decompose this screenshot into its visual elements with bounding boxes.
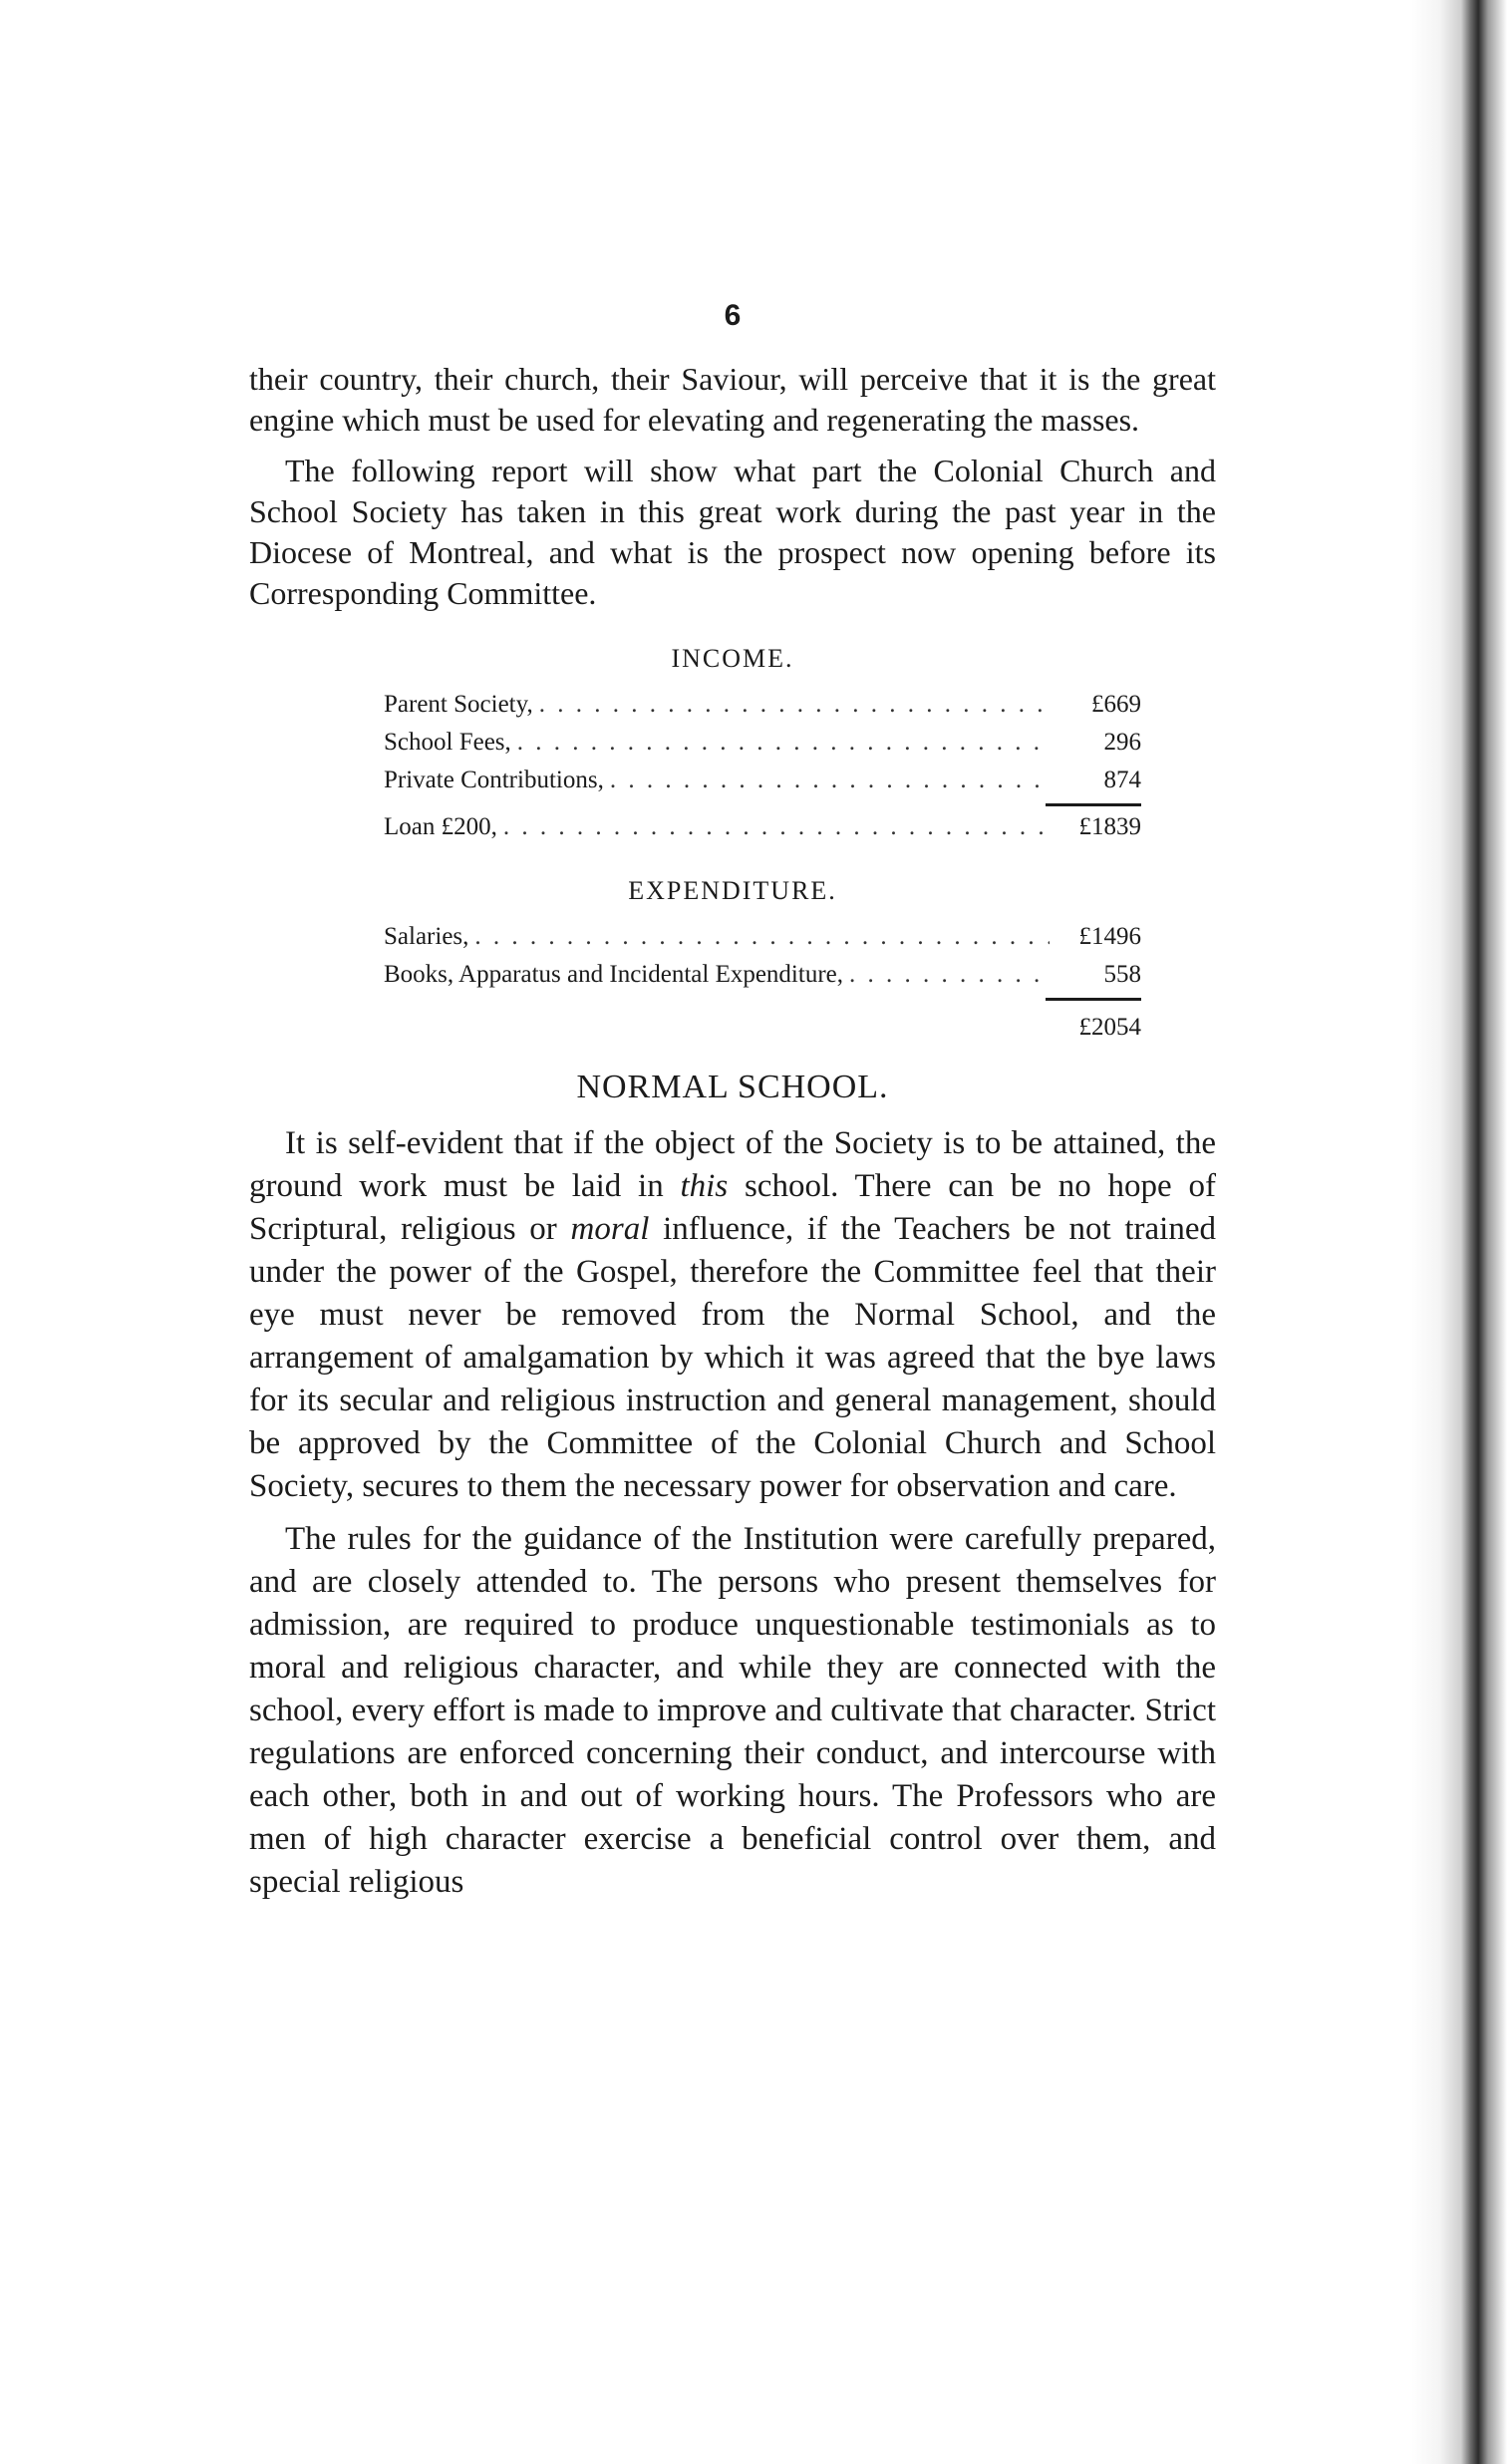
italic-word: this xyxy=(680,1168,729,1204)
expenditure-total-rule-row xyxy=(384,994,1141,1003)
income-heading: INCOME. xyxy=(671,644,794,673)
paragraph-text: It is self-evident that if the object of the Society is to be attained, the ground work must be laid in xyxy=(249,1125,1216,1204)
income-row-label: Parent Society, xyxy=(384,691,533,718)
income-loan-total-row xyxy=(384,808,1141,846)
dot-leader xyxy=(849,956,1050,994)
dot-leader xyxy=(503,808,1050,846)
normal-school-paragraph-1 xyxy=(249,1122,1216,1508)
expenditure-table xyxy=(384,918,1141,1047)
paragraph-text: influence, if the Teachers be not trained under the power of the Gospel, therefore the Committee feel that their eye must never be removed from the Normal School, and the arrangement of amalgamation by which it was agreed that the bye laws for its secular and religious instruction and general management, should be approved by the Committee of the Colonial Church and School Society, secures to them the necessary power for observation and care. xyxy=(249,1211,1216,1504)
intro-paragraph: their country, their church, their Saviour, will perceive that it is the great engine which must be used for elevating and regenerating the masses. xyxy=(249,361,1216,438)
income-row xyxy=(384,762,1141,799)
income-row xyxy=(384,724,1141,762)
dot-leader xyxy=(610,762,1050,799)
dot-leader xyxy=(517,724,1050,762)
normal-school-heading: NORMAL SCHOOL. xyxy=(576,1069,889,1105)
income-row-amount: 874 xyxy=(1103,767,1141,793)
expenditure-row xyxy=(384,956,1141,994)
page-number: 6 xyxy=(724,299,742,332)
expenditure-row-label: Books, Apparatus and Incidental Expenditure, xyxy=(384,961,843,988)
expenditure-row-amount: 558 xyxy=(1103,961,1141,988)
total-rule xyxy=(1046,803,1141,806)
book-spine-shadow xyxy=(1411,0,1507,2464)
expenditure-heading: EXPENDITURE. xyxy=(628,876,837,905)
income-row-amount: 296 xyxy=(1103,729,1141,756)
italic-word: moral xyxy=(570,1211,650,1247)
income-total-rule-row xyxy=(384,799,1141,808)
income-row-amount: £669 xyxy=(1091,691,1141,718)
expenditure-row xyxy=(384,918,1141,956)
report-paragraph: The following report will show what part the Colonial Church and School Society has taken in this great work during the past year in the Diocese of Montreal, and what is the prospect now opening before its Corresponding Committee. xyxy=(249,453,1216,611)
dot-leader xyxy=(474,918,1050,956)
expenditure-total: £2054 xyxy=(1078,1014,1141,1041)
paragraph-text: school. There can be no hope of Scriptural, religious or xyxy=(249,1168,1216,1247)
income-row-label: School Fees, xyxy=(384,729,511,756)
expenditure-row-amount: £1496 xyxy=(1078,923,1141,950)
income-row xyxy=(384,686,1141,724)
document-page xyxy=(249,299,1216,1904)
normal-school-paragraph-2: The rules for the guidance of the Institution were carefully prepared, and are closely attended to. The persons who present themselves for admission, are required to produce unquestionable testimonials as to moral and religious character, and while they are connected with the school, every effort is made to improve and cultivate that character. Strict regulations are enforced concerning their conduct, and intercourse with each other, both in and out of working hours. The Professors who are men of high character exercise a beneficial control over them, and special religious xyxy=(249,1521,1216,1900)
dot-leader xyxy=(539,686,1050,724)
total-rule xyxy=(1046,998,1141,1001)
expenditure-row-label: Salaries, xyxy=(384,923,469,950)
income-table xyxy=(384,686,1141,846)
income-total: £1839 xyxy=(1078,813,1141,840)
income-row-label: Private Contributions, xyxy=(384,767,604,793)
loan-label: Loan £200, xyxy=(384,813,497,840)
